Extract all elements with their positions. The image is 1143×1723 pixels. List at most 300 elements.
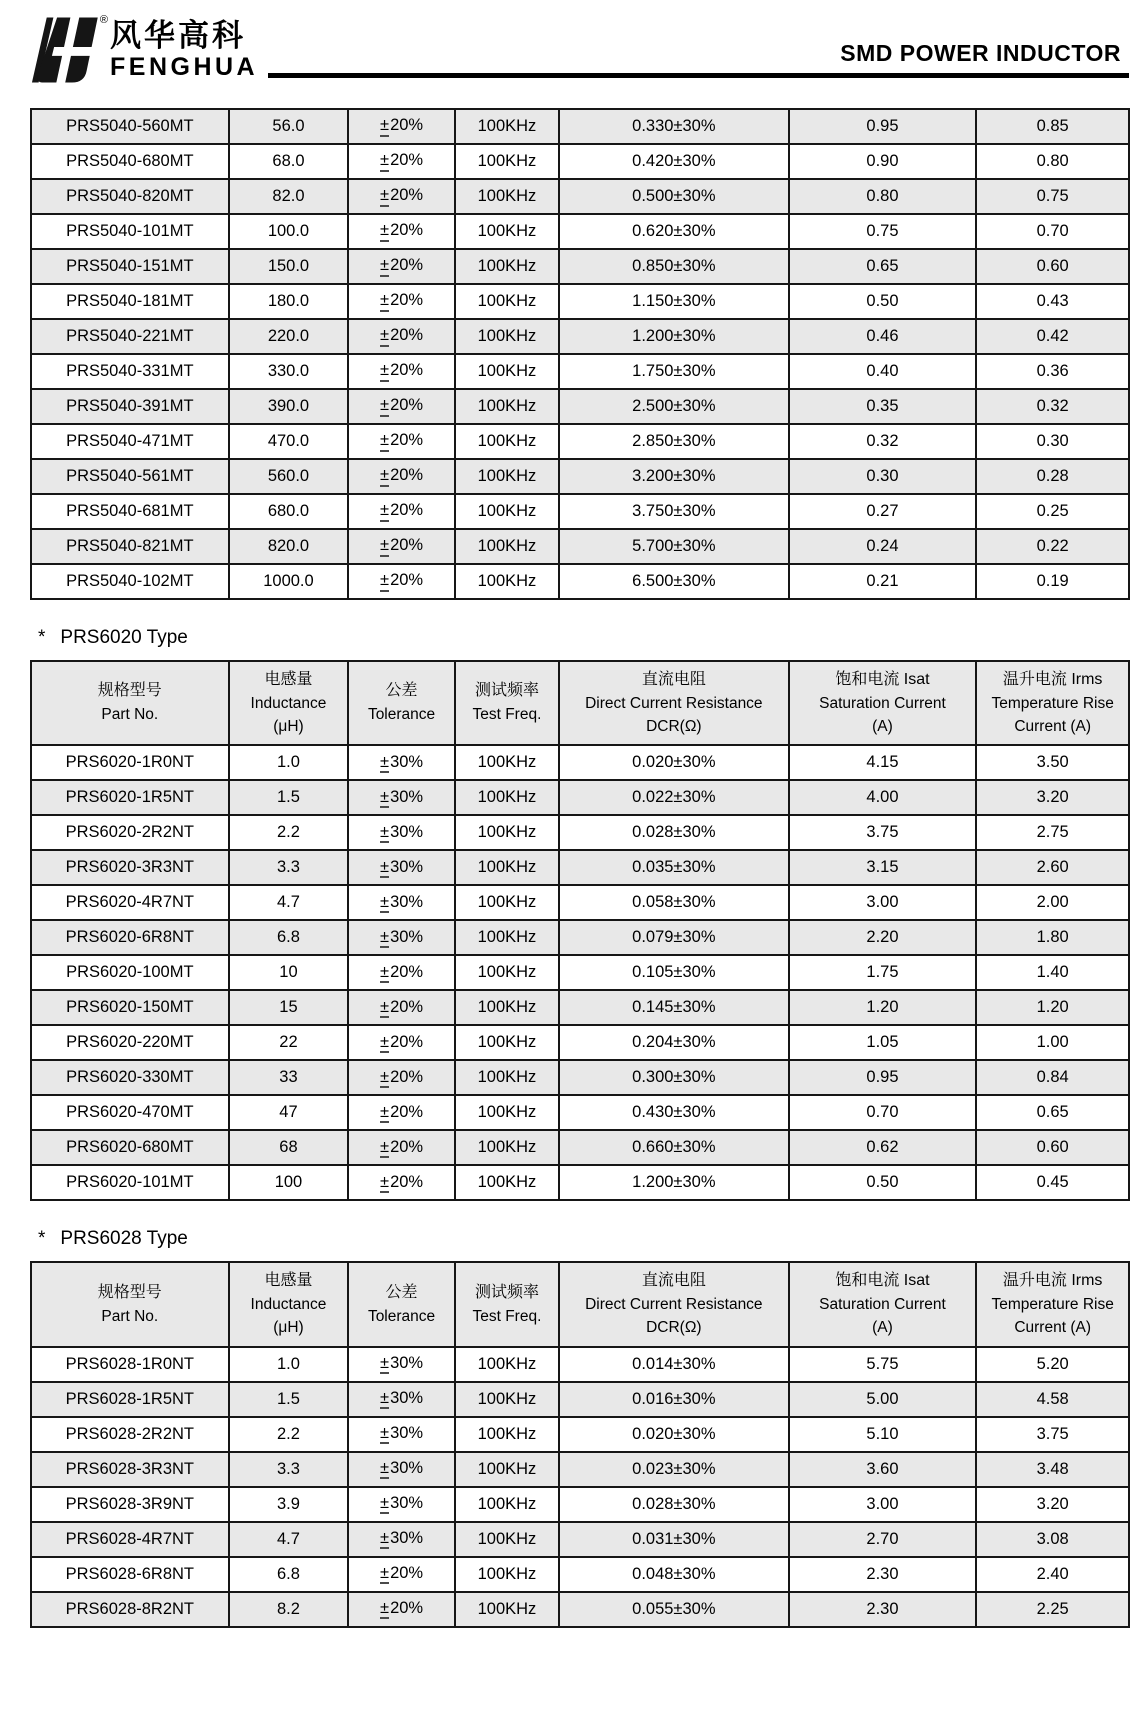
- cell-inductance: 180.0: [229, 284, 349, 319]
- cell-dcr: 0.055±30%: [559, 1592, 788, 1627]
- cell-irms: 0.60: [976, 1130, 1129, 1165]
- cell-inductance: 1000.0: [229, 564, 349, 599]
- cell-part-no: PRS6020-3R3NT: [31, 850, 229, 885]
- cell-isat: 0.80: [789, 179, 977, 214]
- table-row: [31, 494, 1129, 529]
- cell-part-no: PRS5040-331MT: [31, 354, 229, 389]
- cell-irms: 3.75: [976, 1417, 1129, 1452]
- cell-dcr: 2.500±30%: [559, 389, 788, 424]
- cell-inductance: 6.8: [229, 920, 349, 955]
- cell-isat: 0.95: [789, 109, 977, 144]
- cell-test-freq: 100KHz: [455, 284, 559, 319]
- brand-name-english: FENGHUA: [110, 52, 259, 81]
- cell-part-no: PRS5040-681MT: [31, 494, 229, 529]
- cell-isat: 2.70: [789, 1522, 977, 1557]
- cell-inductance: 3.3: [229, 850, 349, 885]
- table-row: [31, 1382, 1129, 1417]
- cell-test-freq: 100KHz: [455, 564, 559, 599]
- cell-tolerance: ±20%: [348, 1557, 455, 1592]
- cell-isat: 0.50: [789, 284, 977, 319]
- table-row: [31, 179, 1129, 214]
- col-header-line: Saturation Current: [819, 1296, 946, 1314]
- cell-isat: 0.70: [789, 1095, 977, 1130]
- col-header-line: Inductance: [250, 694, 327, 712]
- table-row: [31, 1347, 1129, 1382]
- table-row: [31, 1095, 1129, 1130]
- cell-isat: 2.30: [789, 1592, 977, 1627]
- cell-isat: 2.30: [789, 1557, 977, 1592]
- cell-inductance: 15: [229, 990, 349, 1025]
- cell-inductance: 150.0: [229, 249, 349, 284]
- cell-irms: 2.60: [976, 850, 1129, 885]
- cell-irms: 0.19: [976, 564, 1129, 599]
- cell-test-freq: 100KHz: [455, 1060, 559, 1095]
- col-header-line: 直流电阻: [641, 1272, 706, 1290]
- cell-dcr: 0.031±30%: [559, 1522, 788, 1557]
- cell-part-no: PRS5040-151MT: [31, 249, 229, 284]
- col-header-line: 电感量: [264, 670, 313, 688]
- cell-test-freq: 100KHz: [455, 1130, 559, 1165]
- cell-isat: 0.24: [789, 529, 977, 564]
- col-header-line: Temperature Rise: [991, 694, 1114, 712]
- col-header-isat: [789, 661, 977, 746]
- cell-dcr: 0.014±30%: [559, 1347, 788, 1382]
- cell-inductance: 2.2: [229, 815, 349, 850]
- cell-dcr: 0.048±30%: [559, 1557, 788, 1592]
- cell-irms: 0.30: [976, 424, 1129, 459]
- cell-irms: 0.22: [976, 529, 1129, 564]
- cell-isat: 0.35: [789, 389, 977, 424]
- cell-tolerance: ±20%: [348, 564, 455, 599]
- cell-test-freq: 100KHz: [455, 529, 559, 564]
- cell-part-no: PRS5040-102MT: [31, 564, 229, 599]
- cell-isat: 3.75: [789, 815, 977, 850]
- col-header-line: Direct Current Resistance: [585, 1296, 763, 1314]
- page-title: SMD POWER INDUCTOR: [840, 40, 1121, 66]
- cell-tolerance: ±30%: [348, 1417, 455, 1452]
- col-header-line: (μH): [273, 718, 304, 736]
- cell-irms: 0.42: [976, 319, 1129, 354]
- cell-part-no: PRS6028-4R7NT: [31, 1522, 229, 1557]
- cell-irms: 0.70: [976, 214, 1129, 249]
- cell-inductance: 68.0: [229, 144, 349, 179]
- col-header-line: 直流电阻: [641, 670, 706, 688]
- cell-dcr: 0.058±30%: [559, 885, 788, 920]
- cell-test-freq: 100KHz: [455, 1025, 559, 1060]
- cell-irms: 1.40: [976, 955, 1129, 990]
- cell-dcr: 0.016±30%: [559, 1382, 788, 1417]
- table-header-row: [31, 1262, 1129, 1347]
- cell-tolerance: ±20%: [348, 354, 455, 389]
- cell-irms: 0.65: [976, 1095, 1129, 1130]
- cell-isat: 0.90: [789, 144, 977, 179]
- cell-irms: 0.43: [976, 284, 1129, 319]
- cell-tolerance: ±20%: [348, 1592, 455, 1627]
- cell-inductance: 1.0: [229, 1347, 349, 1382]
- section-heading-label: PRS6020 Type: [60, 627, 188, 648]
- cell-inductance: 390.0: [229, 389, 349, 424]
- table-row: [31, 1487, 1129, 1522]
- table-row: [31, 389, 1129, 424]
- cell-test-freq: 100KHz: [455, 354, 559, 389]
- cell-part-no: PRS6028-1R5NT: [31, 1382, 229, 1417]
- cell-inductance: 4.7: [229, 885, 349, 920]
- cell-isat: 0.50: [789, 1165, 977, 1200]
- cell-test-freq: 100KHz: [455, 1557, 559, 1592]
- col-header-line: Part No.: [101, 1307, 159, 1325]
- cell-test-freq: 100KHz: [455, 1452, 559, 1487]
- col-header-line: 饱和电流 Isat: [835, 670, 930, 688]
- cell-part-no: PRS6028-6R8NT: [31, 1557, 229, 1592]
- col-header-line: 电感量: [264, 1272, 313, 1290]
- cell-irms: 0.60: [976, 249, 1129, 284]
- cell-tolerance: ±20%: [348, 144, 455, 179]
- cell-part-no: PRS6020-2R2NT: [31, 815, 229, 850]
- cell-dcr: 0.330±30%: [559, 109, 788, 144]
- cell-irms: 0.85: [976, 109, 1129, 144]
- cell-test-freq: 100KHz: [455, 249, 559, 284]
- cell-dcr: 0.105±30%: [559, 955, 788, 990]
- cell-inductance: 220.0: [229, 319, 349, 354]
- cell-part-no: PRS5040-221MT: [31, 319, 229, 354]
- table-row: [31, 1557, 1129, 1592]
- cell-tolerance: ±20%: [348, 990, 455, 1025]
- cell-irms: 0.25: [976, 494, 1129, 529]
- cell-test-freq: 100KHz: [455, 389, 559, 424]
- cell-irms: 3.20: [976, 1487, 1129, 1522]
- cell-tolerance: ±20%: [348, 424, 455, 459]
- cell-part-no: PRS5040-561MT: [31, 459, 229, 494]
- cell-dcr: 0.620±30%: [559, 214, 788, 249]
- cell-test-freq: 100KHz: [455, 494, 559, 529]
- cell-tolerance: ±30%: [348, 1487, 455, 1522]
- col-header-line: Inductance: [250, 1296, 327, 1314]
- col-header-line: Current (A): [1014, 718, 1091, 736]
- col-header-irms: [976, 661, 1129, 746]
- cell-tolerance: ±20%: [348, 389, 455, 424]
- cell-test-freq: 100KHz: [455, 1522, 559, 1557]
- cell-part-no: PRS5040-680MT: [31, 144, 229, 179]
- cell-tolerance: ±20%: [348, 214, 455, 249]
- fenghua-logo-icon: [26, 14, 108, 86]
- cell-tolerance: ±20%: [348, 1095, 455, 1130]
- cell-tolerance: ±20%: [348, 179, 455, 214]
- cell-test-freq: 100KHz: [455, 885, 559, 920]
- table-row: [31, 1060, 1129, 1095]
- cell-irms: 0.45: [976, 1165, 1129, 1200]
- cell-inductance: 1.0: [229, 745, 349, 780]
- cell-irms: 1.20: [976, 990, 1129, 1025]
- col-header-line: DCR(Ω): [646, 1319, 702, 1337]
- cell-isat: 4.00: [789, 780, 977, 815]
- col-header-line: (μH): [273, 1319, 304, 1337]
- cell-dcr: 0.204±30%: [559, 1025, 788, 1060]
- cell-inductance: 8.2: [229, 1592, 349, 1627]
- registered-trademark-icon: ®: [99, 14, 108, 26]
- cell-tolerance: ±30%: [348, 920, 455, 955]
- cell-dcr: 0.028±30%: [559, 1487, 788, 1522]
- cell-tolerance: ±20%: [348, 529, 455, 564]
- cell-test-freq: 100KHz: [455, 109, 559, 144]
- cell-inductance: 330.0: [229, 354, 349, 389]
- cell-inductance: 820.0: [229, 529, 349, 564]
- cell-isat: 1.20: [789, 990, 977, 1025]
- col-header-line: 规格型号: [97, 682, 162, 700]
- cell-isat: 5.75: [789, 1347, 977, 1382]
- cell-irms: 0.84: [976, 1060, 1129, 1095]
- cell-part-no: PRS6020-100MT: [31, 955, 229, 990]
- brand-text: [110, 18, 258, 80]
- table-row: [31, 284, 1129, 319]
- cell-isat: 0.27: [789, 494, 977, 529]
- table-row: [31, 1130, 1129, 1165]
- cell-tolerance: ±20%: [348, 319, 455, 354]
- cell-inductance: 82.0: [229, 179, 349, 214]
- col-header-line: 公差: [385, 682, 418, 700]
- cell-irms: 1.00: [976, 1025, 1129, 1060]
- table-row: [31, 1025, 1129, 1060]
- col-header-line: Saturation Current: [819, 694, 946, 712]
- section-heading-prs6028: [38, 1228, 1143, 1251]
- cell-isat: 0.75: [789, 214, 977, 249]
- table-prs5040-continued: [30, 108, 1130, 600]
- cell-isat: 0.62: [789, 1130, 977, 1165]
- cell-part-no: PRS5040-391MT: [31, 389, 229, 424]
- table-row: [31, 564, 1129, 599]
- col-header-tolerance: [348, 661, 455, 746]
- cell-test-freq: 100KHz: [455, 1487, 559, 1522]
- cell-inductance: 56.0: [229, 109, 349, 144]
- cell-test-freq: 100KHz: [455, 745, 559, 780]
- cell-isat: 3.15: [789, 850, 977, 885]
- cell-tolerance: ±20%: [348, 494, 455, 529]
- table-row: [31, 354, 1129, 389]
- cell-test-freq: 100KHz: [455, 780, 559, 815]
- table-row: [31, 920, 1129, 955]
- cell-part-no: PRS5040-820MT: [31, 179, 229, 214]
- cell-dcr: 0.020±30%: [559, 745, 788, 780]
- col-header-line: 饱和电流 Isat: [835, 1272, 930, 1290]
- brand-name-chinese: 风华高科: [110, 18, 246, 53]
- col-header-dcr: [559, 661, 788, 746]
- cell-dcr: 0.300±30%: [559, 1060, 788, 1095]
- cell-irms: 2.25: [976, 1592, 1129, 1627]
- cell-test-freq: 100KHz: [455, 1095, 559, 1130]
- cell-inductance: 560.0: [229, 459, 349, 494]
- section-heading-star: *: [38, 1228, 46, 1250]
- cell-dcr: 1.200±30%: [559, 319, 788, 354]
- cell-part-no: PRS6028-1R0NT: [31, 1347, 229, 1382]
- table-prs6020: [30, 660, 1130, 1202]
- cell-test-freq: 100KHz: [455, 319, 559, 354]
- cell-part-no: PRS6020-4R7NT: [31, 885, 229, 920]
- cell-isat: 2.20: [789, 920, 977, 955]
- cell-dcr: 0.145±30%: [559, 990, 788, 1025]
- cell-test-freq: 100KHz: [455, 920, 559, 955]
- cell-part-no: PRS6028-2R2NT: [31, 1417, 229, 1452]
- cell-dcr: 0.079±30%: [559, 920, 788, 955]
- table-prs6028: [30, 1261, 1130, 1628]
- table-row: [31, 249, 1129, 284]
- cell-tolerance: ±20%: [348, 249, 455, 284]
- cell-inductance: 100: [229, 1165, 349, 1200]
- cell-tolerance: ±30%: [348, 1347, 455, 1382]
- brand-block: [26, 16, 268, 86]
- cell-irms: 3.50: [976, 745, 1129, 780]
- cell-test-freq: 100KHz: [455, 815, 559, 850]
- col-header-irms: [976, 1262, 1129, 1347]
- col-header-test-freq: [455, 1262, 559, 1347]
- cell-part-no: PRS6020-680MT: [31, 1130, 229, 1165]
- table-row: [31, 1165, 1129, 1200]
- table-row: [31, 1417, 1129, 1452]
- cell-test-freq: 100KHz: [455, 850, 559, 885]
- table-header-row: [31, 661, 1129, 746]
- col-header-line: Direct Current Resistance: [585, 694, 763, 712]
- cell-isat: 0.21: [789, 564, 977, 599]
- cell-tolerance: ±30%: [348, 1452, 455, 1487]
- cell-isat: 5.10: [789, 1417, 977, 1452]
- cell-irms: 4.58: [976, 1382, 1129, 1417]
- table-row: [31, 990, 1129, 1025]
- cell-inductance: 4.7: [229, 1522, 349, 1557]
- table-row: [31, 214, 1129, 249]
- cell-inductance: 1.5: [229, 1382, 349, 1417]
- table-row: [31, 424, 1129, 459]
- col-header-line: Test Freq.: [472, 706, 542, 724]
- cell-dcr: 0.850±30%: [559, 249, 788, 284]
- cell-dcr: 3.750±30%: [559, 494, 788, 529]
- cell-part-no: PRS5040-181MT: [31, 284, 229, 319]
- cell-part-no: PRS6020-1R0NT: [31, 745, 229, 780]
- cell-test-freq: 100KHz: [455, 179, 559, 214]
- col-header-line: 温升电流 Irms: [1002, 670, 1103, 688]
- cell-inductance: 10: [229, 955, 349, 990]
- cell-dcr: 6.500±30%: [559, 564, 788, 599]
- cell-inductance: 22: [229, 1025, 349, 1060]
- col-header-line: Temperature Rise: [991, 1296, 1114, 1314]
- cell-inductance: 680.0: [229, 494, 349, 529]
- table-row: [31, 144, 1129, 179]
- cell-part-no: PRS6020-150MT: [31, 990, 229, 1025]
- cell-tolerance: ±20%: [348, 1165, 455, 1200]
- col-header-isat: [789, 1262, 977, 1347]
- cell-part-no: PRS5040-821MT: [31, 529, 229, 564]
- cell-tolerance: ±20%: [348, 955, 455, 990]
- table-row: [31, 745, 1129, 780]
- cell-inductance: 47: [229, 1095, 349, 1130]
- cell-irms: 3.20: [976, 780, 1129, 815]
- table-row: [31, 815, 1129, 850]
- col-header-line: Part No.: [101, 706, 159, 724]
- cell-test-freq: 100KHz: [455, 424, 559, 459]
- table-row: [31, 109, 1129, 144]
- cell-part-no: PRS6020-330MT: [31, 1060, 229, 1095]
- cell-part-no: PRS6020-6R8NT: [31, 920, 229, 955]
- cell-irms: 0.36: [976, 354, 1129, 389]
- col-header-line: 测试频率: [474, 682, 539, 700]
- cell-dcr: 0.500±30%: [559, 179, 788, 214]
- col-header-line: (A): [872, 718, 893, 736]
- cell-tolerance: ±30%: [348, 815, 455, 850]
- cell-inductance: 68: [229, 1130, 349, 1165]
- cell-dcr: 0.035±30%: [559, 850, 788, 885]
- cell-isat: 0.32: [789, 424, 977, 459]
- cell-tolerance: ±20%: [348, 1130, 455, 1165]
- table-row: [31, 459, 1129, 494]
- table-row: [31, 850, 1129, 885]
- col-header-line: DCR(Ω): [646, 718, 702, 736]
- col-header-line: Tolerance: [367, 1307, 436, 1325]
- col-header-dcr: [559, 1262, 788, 1347]
- cell-irms: 5.20: [976, 1347, 1129, 1382]
- cell-test-freq: 100KHz: [455, 459, 559, 494]
- section-heading-prs6020: [38, 627, 1143, 650]
- cell-isat: 5.00: [789, 1382, 977, 1417]
- cell-isat: 0.65: [789, 249, 977, 284]
- cell-irms: 0.32: [976, 389, 1129, 424]
- col-header-line: 温升电流 Irms: [1002, 1272, 1103, 1290]
- cell-test-freq: 100KHz: [455, 990, 559, 1025]
- cell-dcr: 0.023±30%: [559, 1452, 788, 1487]
- cell-inductance: 3.9: [229, 1487, 349, 1522]
- table-row: [31, 1452, 1129, 1487]
- cell-dcr: 0.028±30%: [559, 815, 788, 850]
- cell-dcr: 1.200±30%: [559, 1165, 788, 1200]
- cell-inductance: 100.0: [229, 214, 349, 249]
- cell-irms: 2.75: [976, 815, 1129, 850]
- cell-dcr: 0.022±30%: [559, 780, 788, 815]
- cell-dcr: 3.200±30%: [559, 459, 788, 494]
- cell-inductance: 3.3: [229, 1452, 349, 1487]
- header-rule: [268, 40, 1129, 78]
- col-header-test-freq: [455, 661, 559, 746]
- col-header-line: Tolerance: [367, 706, 436, 724]
- cell-irms: 3.48: [976, 1452, 1129, 1487]
- cell-isat: 0.46: [789, 319, 977, 354]
- cell-tolerance: ±30%: [348, 885, 455, 920]
- cell-tolerance: ±30%: [348, 1522, 455, 1557]
- cell-isat: 0.40: [789, 354, 977, 389]
- cell-tolerance: ±30%: [348, 780, 455, 815]
- cell-tolerance: ±20%: [348, 459, 455, 494]
- col-header-part-no: [31, 661, 229, 746]
- cell-test-freq: 100KHz: [455, 1347, 559, 1382]
- cell-dcr: 0.430±30%: [559, 1095, 788, 1130]
- cell-inductance: 470.0: [229, 424, 349, 459]
- cell-irms: 0.75: [976, 179, 1129, 214]
- cell-part-no: PRS5040-101MT: [31, 214, 229, 249]
- table-row: [31, 319, 1129, 354]
- cell-tolerance: ±20%: [348, 109, 455, 144]
- section-heading-star: *: [38, 627, 46, 648]
- col-header-tolerance: [348, 1262, 455, 1347]
- cell-dcr: 2.850±30%: [559, 424, 788, 459]
- col-header-inductance: [229, 661, 349, 746]
- cell-part-no: PRS6020-470MT: [31, 1095, 229, 1130]
- cell-test-freq: 100KHz: [455, 214, 559, 249]
- table-row: [31, 885, 1129, 920]
- cell-irms: 1.80: [976, 920, 1129, 955]
- cell-dcr: 1.150±30%: [559, 284, 788, 319]
- cell-irms: 2.40: [976, 1557, 1129, 1592]
- cell-isat: 0.30: [789, 459, 977, 494]
- cell-inductance: 2.2: [229, 1417, 349, 1452]
- cell-irms: 3.08: [976, 1522, 1129, 1557]
- cell-isat: 0.95: [789, 1060, 977, 1095]
- col-header-part-no: [31, 1262, 229, 1347]
- table-row: [31, 1592, 1129, 1627]
